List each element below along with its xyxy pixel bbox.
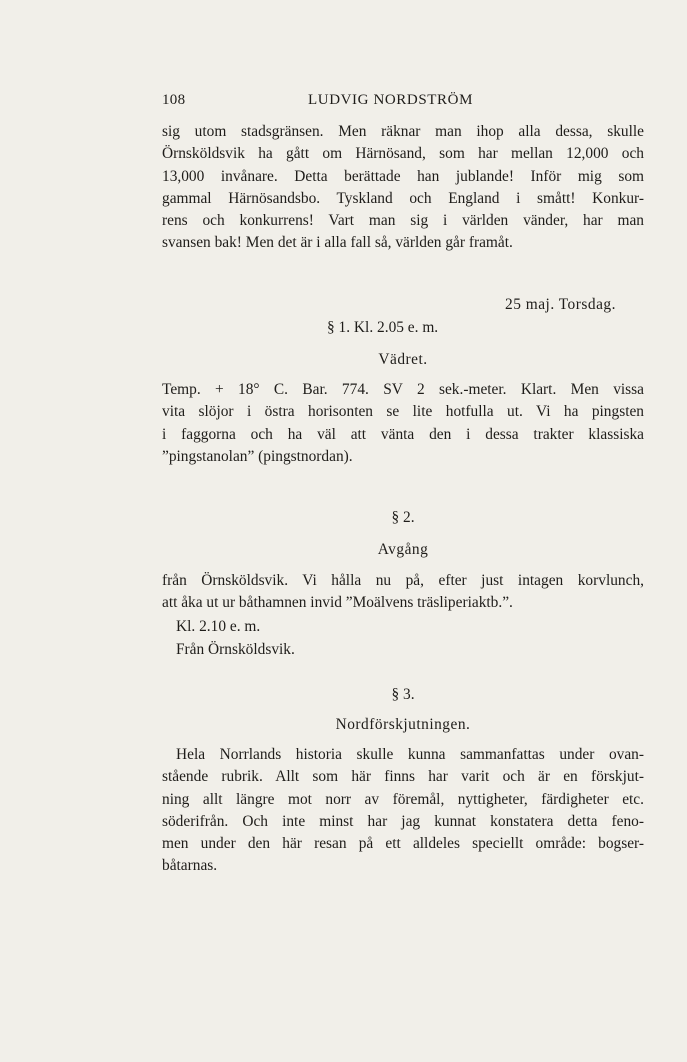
text-line: Temp. + 18° C. Bar. 774. SV 2 sek.-meter. Klart. Men vissa (162, 381, 644, 398)
text-line: Örnsköldsvik ha gått om Härnösand, som har mellan 12,000 och (162, 145, 644, 163)
text-line: sig utom stadsgränsen. Men räknar man ihop alla dessa, skulle (162, 123, 644, 140)
section-3-number: § 3. (391, 686, 415, 703)
section-3-paragraph (162, 744, 644, 878)
text-line: stående rubrik. Allt som här finns har varit och är en förskjut- (162, 768, 644, 786)
text-line: från Örnsköldsvik. Vi hålla nu på, efter just intagen korvlunch, (162, 572, 644, 589)
text-line: men under den här resan på ett alldeles speciellt område: bogser- (162, 835, 644, 853)
section-2-number: § 2. (391, 509, 415, 526)
text-line: Hela Norrlands historia skulle kunna sammanfattas under ovan- (176, 746, 644, 763)
text-line: ”pingstanolan” (pingstnordan). (162, 447, 353, 465)
page-header (162, 92, 644, 114)
section-2-heading: Avgång (377, 541, 429, 558)
section-1-heading: § 1. Kl. 2.05 e. m. (327, 319, 439, 336)
text-line: vita slöjor i östra horisonten se lite hotfulla ut. Vi ha pingsten (162, 403, 644, 421)
date-line: 25 maj. Torsdag. (505, 296, 616, 313)
departure-place: Från Örnsköldsvik. (176, 641, 295, 658)
section-3-heading: Nordförskjutningen. (335, 716, 471, 733)
text-line: svansen bak! Men det är i alla fall så, världen går framåt. (162, 234, 513, 252)
text-line: i faggorna och ha väl att vänta den i dessa trakter klassiska (162, 425, 644, 443)
text-line: gammal Härnösandsbo. Tyskland och England i smått! Konkur- (162, 189, 644, 207)
intro-paragraph (162, 121, 644, 255)
section-1-paragraph (162, 379, 644, 468)
running-head: LUDVIG NORDSTRÖM (308, 92, 474, 108)
departure-time: Kl. 2.10 e. m. (176, 618, 261, 635)
page-number: 108 (162, 92, 186, 108)
section-1-subheading: Vädret. (378, 351, 428, 368)
text-line: båtarnas. (162, 857, 218, 875)
text-line: söderifrån. Och inte minst har jag kunnat konstatera detta feno- (162, 812, 644, 830)
section-2-paragraph (162, 570, 644, 615)
text-line: att åka ut ur båthamnen invid ”Moälvens träsliperiaktb.”. (162, 594, 513, 612)
text-line: 13,000 invånare. Detta berättade han jublande! Inför mig som (162, 167, 644, 185)
text-line: ning allt längre mot norr av föremål, nyttigheter, färdigheter etc. (162, 790, 644, 808)
text-line: rens och konkurrens! Vart man sig i världen vänder, har man (162, 212, 644, 230)
